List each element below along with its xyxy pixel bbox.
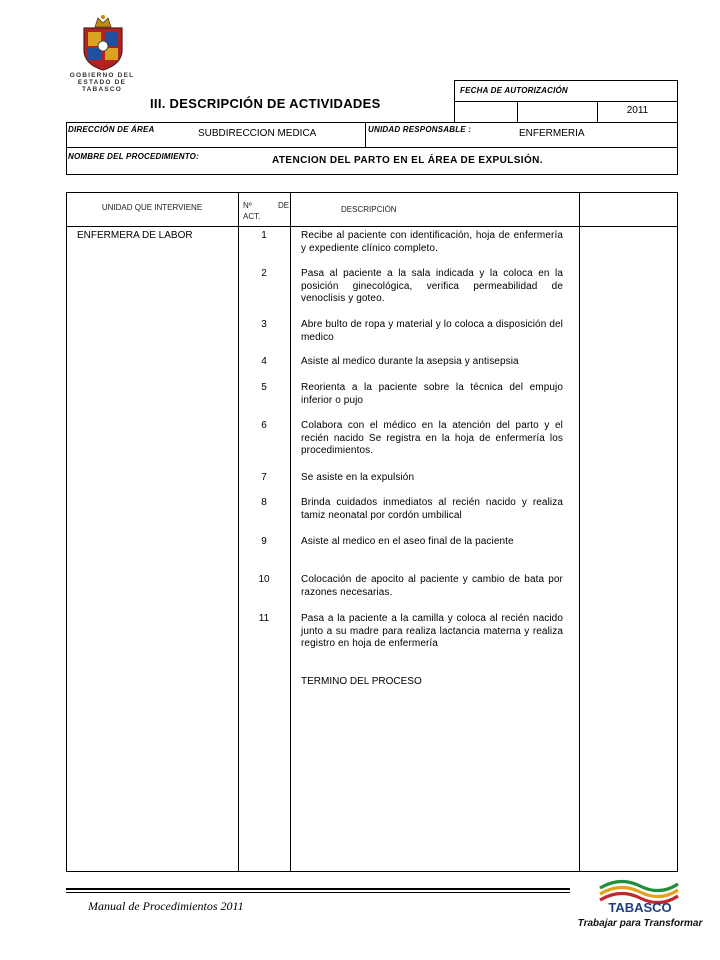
row-number: 10 (258, 574, 270, 585)
col-header-num-de: DE (278, 201, 290, 210)
termino-del-proceso: TERMINO DEL PROCESO (301, 676, 422, 687)
logo-slogan: Trabajar para Transformar (577, 918, 703, 929)
row-number: 11 (258, 613, 270, 624)
col-header-desc: DESCRIPCIÓN (341, 205, 397, 214)
column-divider (290, 192, 291, 872)
unidad-label: UNIDAD RESPONSABLE : (368, 125, 472, 134)
manual-caption: Manual de Procedimientos 2011 (88, 899, 244, 913)
row-description: Pasa al paciente a la sala indicada y la coloca en la posición ginecológica, verifica permeabilidad de venoclisis y goteo. (301, 268, 563, 304)
row-number: 2 (261, 268, 267, 279)
unidad-interviene: ENFERMERA DE LABOR (77, 230, 193, 241)
col-header-num-1: Nº (243, 201, 252, 210)
row-description: Asiste al medico durante la asepsia y antisepsia (301, 356, 519, 367)
column-divider (579, 192, 580, 872)
footer-rule (66, 892, 570, 893)
coat-of-arms-icon (80, 14, 126, 72)
row-description: Colabora con el médico en la atención del parto y el recién nacido Se registra en la hoja de enfermería los procedimientos. (301, 420, 563, 456)
direccion-value: SUBDIRECCION MEDICA (198, 128, 317, 139)
fecha-day-cell (454, 101, 518, 123)
column-divider (238, 192, 239, 872)
row-description: Colocación de apocito al paciente y cambio de bata por razones necesarias. (301, 574, 563, 598)
row-number: 7 (261, 472, 267, 483)
row-number: 9 (261, 536, 267, 547)
section-title: III. DESCRIPCIÓN DE ACTIVIDADES (150, 96, 381, 111)
tabasco-logo-icon (577, 874, 703, 934)
row-number: 3 (261, 319, 267, 330)
header-divider (66, 226, 678, 227)
footer-rule (66, 888, 570, 890)
government-line-3: TABASCO (81, 86, 123, 93)
row-description: Asiste al medico en el aseo final de la paciente (301, 536, 514, 547)
direccion-label: DIRECCIÓN DE ÁREA (68, 125, 155, 134)
row-number: 1 (261, 230, 267, 241)
procedimiento-value: ATENCION DEL PARTO EN EL ÁREA DE EXPULSIÓN. (272, 155, 543, 166)
procedimiento-label: NOMBRE DEL PROCEDIMIENTO: (68, 152, 199, 161)
fecha-year: 2011 (626, 105, 649, 116)
col-header-num-2: ACT. (243, 212, 261, 221)
row-description: Reorienta a la paciente sobre la técnica del empujo inferior o pujo (301, 382, 563, 406)
fecha-month-cell (517, 101, 598, 123)
row-description: Brinda cuidados inmediatos al recién nacido y realiza tamiz neonatal por cordón umbilical (301, 497, 563, 521)
row-number: 5 (261, 382, 267, 393)
row-number: 8 (261, 497, 267, 508)
row-description: Abre bulto de ropa y material y lo coloca a disposición del medico (301, 319, 563, 343)
row-description: Se asiste en la expulsión (301, 472, 415, 483)
col-header-unidad: UNIDAD QUE INTERVIENE (101, 203, 203, 212)
row-description: Pasa a la paciente a la camilla y coloca al recién nacido junto a su madre para realiza lactancia materna y realiza registro en hoja de enfermería (301, 613, 563, 649)
government-line-1: GOBIERNO DEL (69, 72, 135, 79)
row-number: 6 (261, 420, 267, 431)
government-line-2: ESTADO DE (77, 79, 127, 86)
fecha-label: FECHA DE AUTORIZACIÓN (460, 86, 568, 95)
row-number: 4 (261, 356, 267, 367)
unidad-value: ENFERMERIA (519, 128, 585, 139)
row-description: Recibe al paciente con identificación, hoja de enfermería y expediente clínico completo. (301, 230, 563, 254)
logo-text: TABASCO (608, 900, 672, 915)
